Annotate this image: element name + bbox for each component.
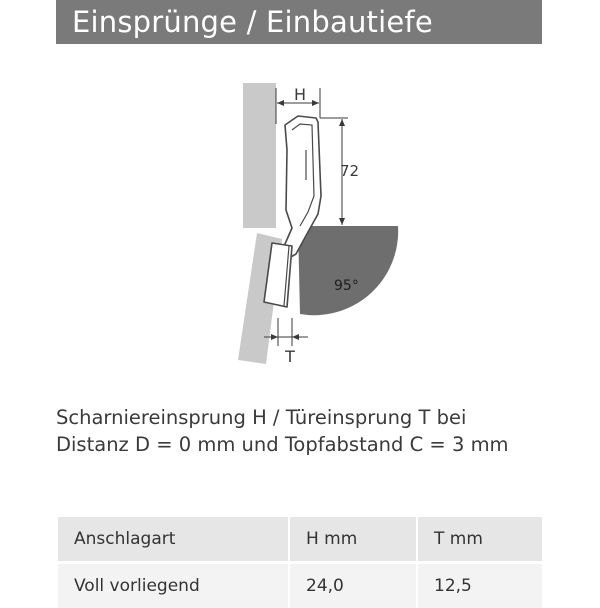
h-arrow-right <box>312 100 319 106</box>
col-header-t-mm: T mm <box>417 517 542 563</box>
table-row <box>58 563 542 608</box>
h-label: H <box>294 85 306 104</box>
dim-72-arrow-top <box>339 119 345 126</box>
opening-angle-label: 95° <box>334 278 359 294</box>
inset-table <box>58 517 542 608</box>
diagram-caption <box>56 404 576 458</box>
dim-72-arrow-bottom <box>339 218 345 225</box>
cell-h-mm: 24,0 <box>289 563 417 608</box>
col-header-anschlagart: Anschlagart <box>58 517 289 563</box>
dim-72-label: 72 <box>340 162 359 180</box>
t-arrow-left <box>271 334 278 340</box>
caption-line-2: Distanz D = 0 mm und Topfabstand C = 3 mm <box>56 431 576 458</box>
caption-line-1: Scharniereinsprung H / Türeinsprung T bei <box>56 404 576 431</box>
t-arrow-right <box>292 334 299 340</box>
cell-anschlagart: Voll vorliegend <box>58 563 289 608</box>
cabinet-panel <box>243 83 276 228</box>
cell-t-mm: 12,5 <box>417 563 542 608</box>
col-header-h-mm: H mm <box>289 517 417 563</box>
table-header-row <box>58 517 542 563</box>
t-label: T <box>284 347 295 366</box>
opening-angle-sector <box>298 226 398 315</box>
h-arrow-left <box>277 100 284 106</box>
section-title: Einsprünge / Einbautiefe <box>72 4 433 40</box>
